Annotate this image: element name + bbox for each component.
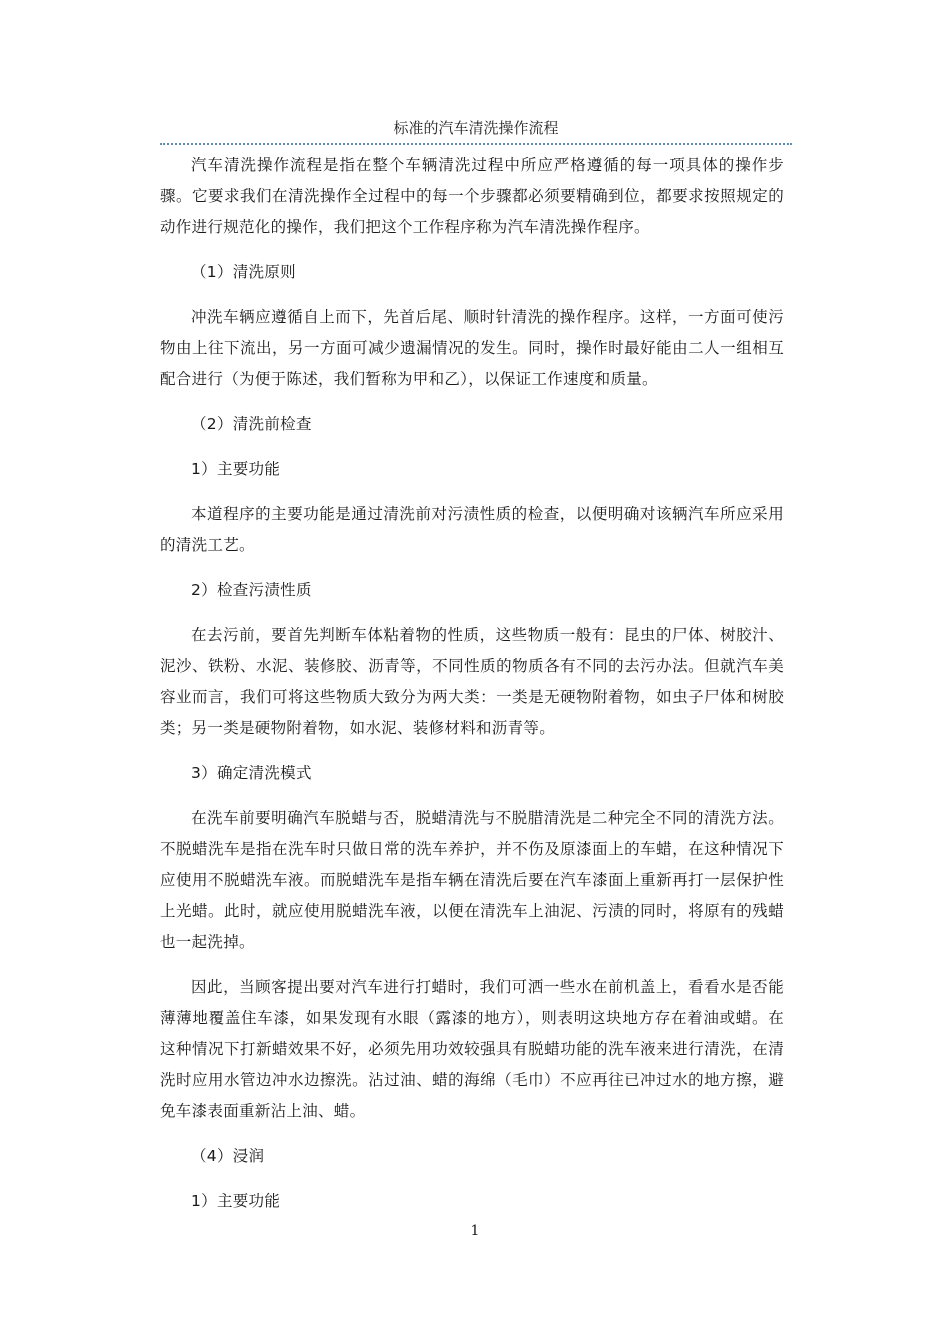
paragraph-check-stain: 在去污前，要首先判断车体粘着物的性质，这些物质一般有：昆虫的尸体、树胶汁、泥沙、铁粉、水泥、装修胶、沥青等，不同性质的物质各有不同的去污办法。但就汽车美容业而言，我们可将这些物质大致分为两大类：一类是无硬物附着物，如虫子尸体和树胶类；另一类是硬物附着物，如水泥、装修材料和沥青等。 [160,626,784,737]
section-heading-cleaning-principle: （1）清洗原则 [191,263,296,281]
paragraph-main-function: 本道程序的主要功能是通过清洗前对污渍性质的检查，以便明确对该辆汽车所应采用的清洗工艺。 [160,505,784,554]
paragraph-cleaning-mode: 在洗车前要明确汽车脱蜡与否，脱蜡清洗与不脱腊清洗是二种完全不同的清洗方法。不脱蜡洗车是指在洗车时只做日常的洗车养护，并不伤及原漆面上的车蜡，在这种情况下应使用不脱蜡洗车液。而脱蜡洗车是指车辆在清洗后要在汽车漆面上重新再打一层保护性上光蜡。此时，就应使用脱蜡洗车液，以便在清洗车上油泥、污渍的同时，将原有的残蜡也一起洗掉。 [160,809,784,951]
subheading-main-function-2: 1）主要功能 [191,1192,281,1210]
section-heading-pre-inspection: （2）清洗前检查 [191,415,312,433]
paragraph-cleaning-principle: 冲洗车辆应遵循自上而下，先首后尾、顺时针清洗的操作程序。这样，一方面可使污物由上往下流出，另一方面可减少遗漏情况的发生。同时，操作时最好能由二人一组相互配合进行（为便于陈述，我们暂称为甲和乙），以保证工作速度和质量。 [160,308,784,388]
section-heading-soaking: （4）浸润 [191,1147,265,1165]
subheading-check-stain: 2）检查污渍性质 [191,581,312,599]
document-body [160,150,784,1231]
intro-paragraph: 汽车清洗操作流程是指在整个车辆清洗过程中所应严格遵循的每一项具体的操作步骤。它要求我们在清洗操作全过程中的每一个步骤都必须要精确到位，都要求按照规定的动作进行规范化的操作，我们把这个工作程序称为汽车清洗操作程序。 [160,156,784,236]
paragraph-waxing: 因此，当顾客提出要对汽车进行打蜡时，我们可洒一些水在前机盖上，看看水是否能薄薄地覆盖住车漆，如果发现有水眼（露漆的地方），则表明这块地方存在着油或蜡。在这种情况下打新蜡效果不好，必须先用功效较强具有脱蜡功能的洗车液来进行清洗，在清洗时应用水管边冲水边擦洗。沾过油、蜡的海绵（毛巾）不应再往已冲过水的地方擦，避免车漆表面重新沾上油、蜡。 [160,978,784,1120]
header-divider [160,143,792,145]
page-title: 标准的汽车清洗操作流程 [393,119,559,137]
subheading-cleaning-mode: 3）确定清洗模式 [191,764,312,782]
page-number: 1 [470,1223,480,1239]
subheading-main-function: 1）主要功能 [191,460,281,478]
